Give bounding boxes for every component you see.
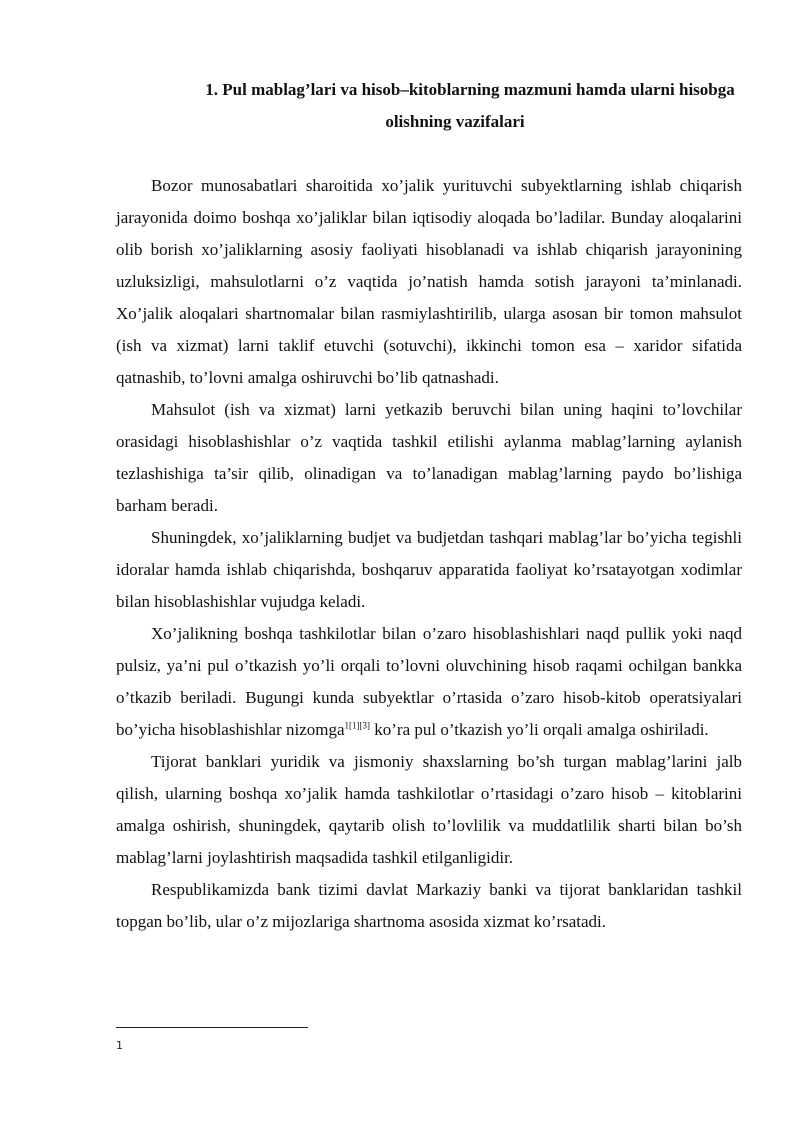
paragraph-6: Respublikamizda bank tizimi davlat Markaziy banki va tijorat banklaridan tashkil topgan bo’lib, ular o’z mijozlariga shartnoma asosida xizmat ko’rsatadi.: [116, 880, 742, 931]
paragraph-4-text-after: ko’ra pul o’tkazish yo’li orqali amalga oshiriladi.: [370, 720, 709, 739]
paragraph-3: Shuningdek, xo’jaliklarning budjet va budjetdan tashqari mablag’lar bo’yicha tegishli idoralar hamda ishlab chiqarishda, boshqaruv apparatida faoliyat ko’rsatayotgan xodimlar bilan hisoblashishlar vujudga keladi.: [116, 528, 742, 611]
paragraph-4-text-before: Xo’jalikning boshqa tashkilotlar bilan o’zaro hisoblashishlari naqd pullik yoki naqd pulsiz, ya’ni pul o’tkazish yo’li orqali to’lovni oluvchining hisob raqami ochilgan bankka o’tkazib beriladi. Bugungi kunda subyektlar o’rtasida o’zaro hisob-kitob operatsiyalari bo’yicha hisoblashishlar nizomga: [116, 624, 742, 739]
footnote-number: 1: [116, 1039, 123, 1052]
footnote-separator: [116, 1027, 308, 1028]
paragraph-5: Tijorat banklari yuridik va jismoniy shaxslarning bo’sh turgan mablag’larini jalb qilish, ularning boshqa xo’jalik hamda tashkilotlar o’rtasidagi o’zaro hisob – kitoblarini amalga oshirish, shuningdek, qaytarib olish to’lovlilik va muddatlilik sharti bilan bo’sh mablag’larni joylashtirish maqsadida tashkil etilganligidir.: [116, 752, 742, 867]
paragraph-1: Bozor munosabatlari sharoitida xo’jalik yurituvchi subyektlarning ishlab chiqarish jarayonida doimo boshqa xo’jaliklar bilan iqtisodiy aloqada bo’ladilar. Bunday aloqalarini olib borish xo’jaliklarning asosiy faoliyati hisoblanadi va ishlab chiqarish jarayonining uzluksizligi, mahsulotlarni o’z vaqtida jo’natish hamda sotish jarayoni ta’minlanadi. Xo’jalik aloqalari shartnomalar bilan rasmiylashtirilib, ularga asosan bir tomon mahsulot (ish va xizmat) larni taklif etuvchi (sotuvchi), ikkinchi tomon esa – xaridor sifatida qatnashib, to’lovni amalga oshiruvchi bo’lib qatnashadi.: [116, 176, 742, 387]
section-heading: [115, 74, 785, 138]
paragraph-4: [116, 618, 742, 746]
heading-line-2: olishning vazifalari: [385, 112, 525, 131]
footnote-reference[interactable]: 1[1][3]: [344, 720, 371, 731]
body-text: [116, 170, 742, 938]
heading-line-1: 1. Pul mablag’lari va hisob–kitoblarning mazmuni hamda ularni hisobga: [205, 80, 735, 99]
paragraph-2: Mahsulot (ish va xizmat) larni yetkazib beruvchi bilan uning haqini to’lovchilar orasidagi hisoblashishlar o’z vaqtida tashkil etilishi aylanma mablag’larning aylanish tezlashishiga ta’sir qilib, olinadigan va to’lanadigan mablag’larning paydo bo’lishiga barham beradi.: [116, 400, 742, 515]
